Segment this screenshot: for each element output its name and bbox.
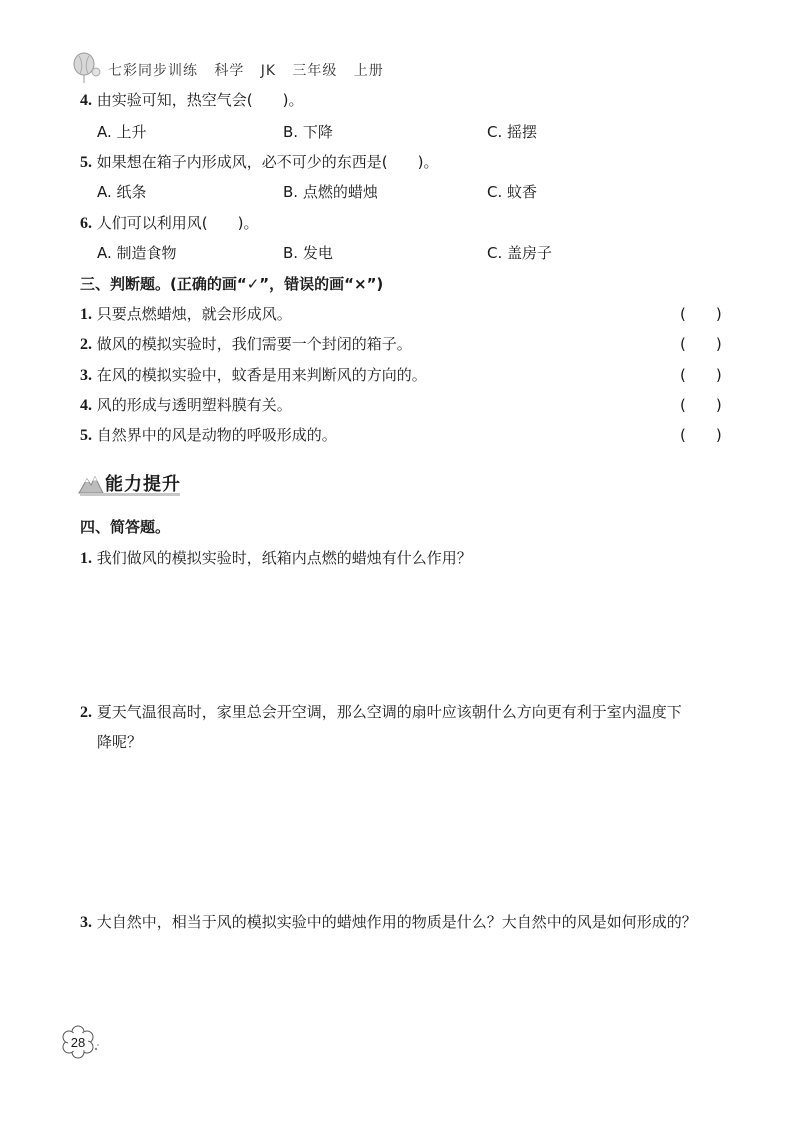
answer-blank[interactable]: ( ) bbox=[680, 396, 722, 414]
answer-blank[interactable]: ( ) bbox=[680, 366, 722, 384]
judge-text: 只要点燃蜡烛，就会形成风。 bbox=[96, 305, 292, 323]
option-b: B. 下降 bbox=[283, 123, 333, 141]
judge-text: 在风的模拟实验中，蚊香是用来判断风的方向的。 bbox=[96, 366, 427, 384]
option-c: C. 蚊香 bbox=[487, 183, 538, 201]
short-answer-2 bbox=[80, 702, 682, 723]
banner-title: 能力提升 bbox=[105, 474, 181, 495]
question-number: 2. bbox=[80, 336, 92, 353]
answer-blank[interactable]: ( ) bbox=[680, 426, 722, 444]
question-number: 4. bbox=[80, 397, 92, 414]
header-subject: 科学 bbox=[214, 63, 245, 79]
short-answer-3 bbox=[80, 912, 697, 933]
option-c: C. 摇摆 bbox=[487, 123, 538, 141]
question-number: 5. bbox=[80, 427, 92, 444]
choice-question-6 bbox=[80, 213, 259, 234]
mountain-icon bbox=[78, 471, 104, 495]
question-number: 4. bbox=[80, 92, 92, 109]
option-a: A. 上升 bbox=[97, 123, 147, 141]
option-a: A. 制造食物 bbox=[97, 244, 177, 262]
option-b: B. 发电 bbox=[283, 244, 333, 262]
balloon-icon bbox=[70, 52, 102, 84]
short-answer-1 bbox=[80, 548, 472, 569]
answer-blank[interactable]: ( ) bbox=[680, 335, 722, 353]
judge-text: 自然界中的风是动物的呼吸形成的。 bbox=[96, 426, 337, 444]
option-b: B. 点燃的蜡烛 bbox=[283, 183, 378, 201]
question-number: 2. bbox=[80, 704, 92, 721]
choice-options-6 bbox=[0, 243, 800, 263]
question-stem: 由实验可知，热空气会( )。 bbox=[96, 91, 304, 109]
option-c: C. 盖房子 bbox=[487, 244, 553, 262]
short-answer-title: 四、简答题。 bbox=[80, 518, 171, 536]
judge-item-2 bbox=[80, 334, 730, 355]
question-text: 我们做风的模拟实验时，纸箱内点燃的蜡烛有什么作用？ bbox=[96, 549, 472, 567]
choice-question-4 bbox=[80, 90, 304, 111]
question-stem: 如果想在箱子内形成风，必不可少的东西是( )。 bbox=[96, 153, 439, 171]
header-volume: 上册 bbox=[353, 63, 384, 79]
header-grade: 三年级 bbox=[292, 63, 338, 79]
question-stem: 人们可以利用风( )。 bbox=[96, 214, 259, 232]
header-series: 七彩同步训练 bbox=[108, 63, 198, 79]
question-number: 3. bbox=[80, 367, 92, 384]
question-text: 大自然中，相当于风的模拟实验中的蜡烛作用的物质是什么？大自然中的风是如何形成的？ bbox=[96, 913, 697, 931]
choice-options-4 bbox=[0, 122, 800, 142]
page-number: 28 bbox=[70, 1035, 86, 1050]
header-edition: JK bbox=[260, 63, 277, 79]
page-number-badge bbox=[62, 1025, 100, 1063]
judge-section-title: 三、判断题。(正确的画“✓”，错误的画“×”) bbox=[80, 275, 384, 293]
judge-text: 做风的模拟实验时，我们需要一个封闭的箱子。 bbox=[96, 335, 412, 353]
question-text: 夏天气温很高时，家里总会开空调，那么空调的扇叶应该朝什么方向更有利于室内温度下 bbox=[96, 703, 682, 721]
choice-question-5 bbox=[80, 152, 439, 173]
judge-item-4 bbox=[80, 395, 730, 416]
question-number: 5. bbox=[80, 154, 92, 171]
question-number: 1. bbox=[80, 550, 92, 567]
judge-item-3 bbox=[80, 365, 730, 386]
judge-item-1 bbox=[80, 304, 730, 325]
question-number: 3. bbox=[80, 914, 92, 931]
option-a: A. 纸条 bbox=[97, 183, 147, 201]
judge-item-5 bbox=[80, 425, 730, 446]
answer-blank[interactable]: ( ) bbox=[680, 305, 722, 323]
section-banner bbox=[78, 467, 238, 499]
header-title bbox=[108, 60, 384, 80]
question-number: 6. bbox=[80, 215, 92, 232]
choice-options-5 bbox=[0, 182, 800, 202]
short-answer-2-line-2: 降呢？ bbox=[97, 733, 143, 751]
judge-text: 风的形成与透明塑料膜有关。 bbox=[96, 396, 292, 414]
question-number: 1. bbox=[80, 306, 92, 323]
